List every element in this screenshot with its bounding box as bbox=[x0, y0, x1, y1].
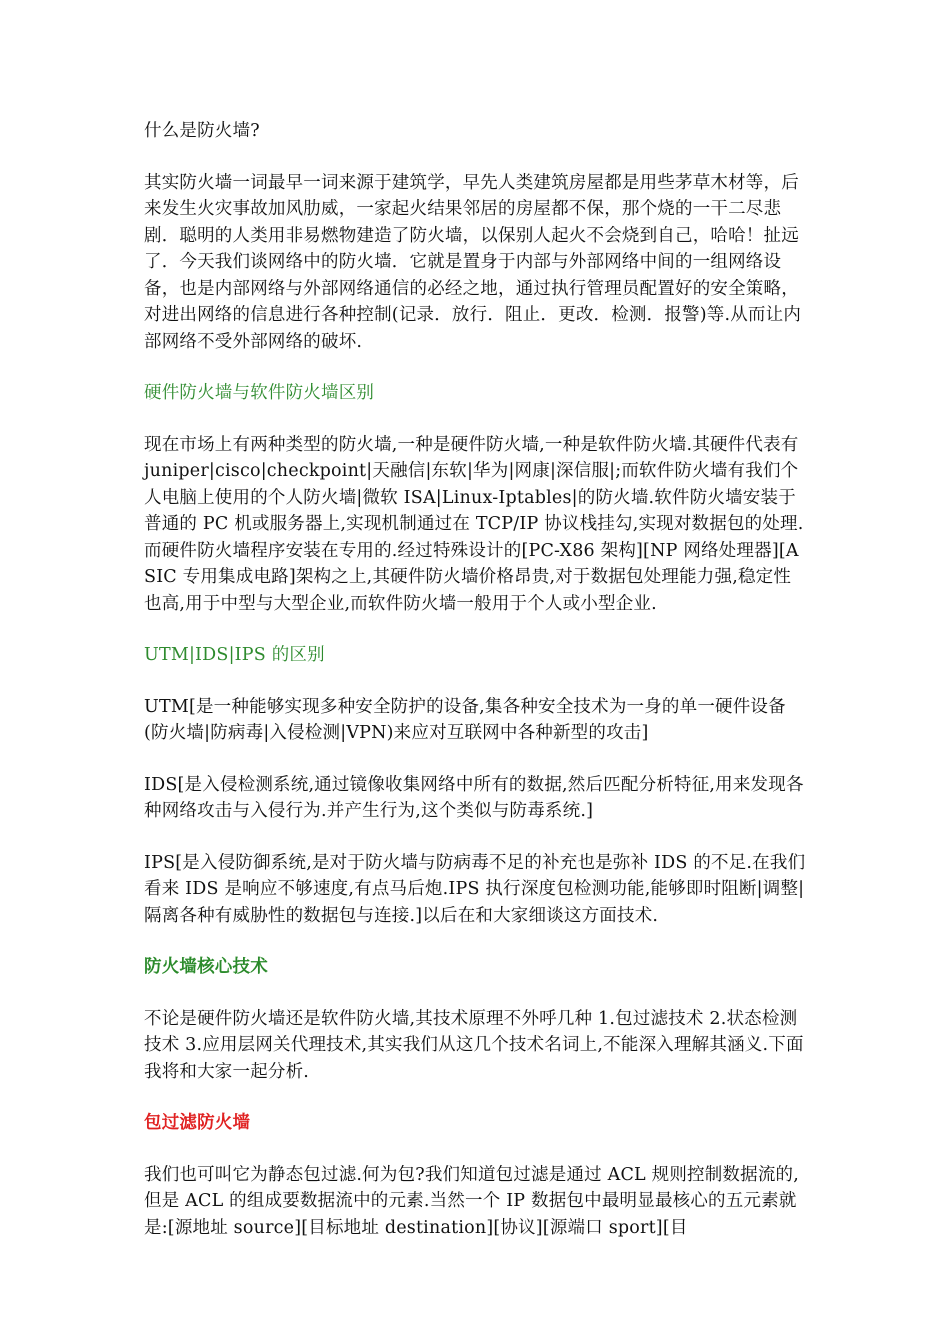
question-title: 什么是防火墙? bbox=[144, 121, 260, 141]
intro-paragraph: 其实防火墙一词最早一词来源于建筑学，早先人类建筑房屋都是用些茅草木材等，后来发生火灾事故加风肋威，一家起火结果邻居的房屋都不保，那个烧的一干二尽悲剧．聪明的人类用非易燃物建造了防火墙，以保别人起火不会烧到自己，哈哈！扯远了．今天我们谈网络中的防火墙．它就是置身于内部与外部网络中间的一组网络设备，也是内部网络与外部网络通信的必经之地，通过执行管理员配置好的安全策略，对进出网络的信息进行各种控制(记录．放行．阻止．更改．检测．报警)等.从而让内部网络不受外部网络的破坏. bbox=[144, 172, 802, 352]
ids-paragraph: IDS[是入侵检测系统,通过镜像收集网络中所有的数据,然后匹配分析特征,用来发现各种网络攻击与入侵行为.并产生行为,这个类似与防毒系统.] bbox=[144, 774, 804, 821]
section-heading-utm-ids-ips: UTM|IDS|IPS 的区别 bbox=[144, 645, 325, 665]
hw-sw-paragraph: 现在市场上有两种类型的防火墙,一种是硬件防火墙,一种是软件防火墙.其硬件代表有 juniper|cisco|checkpoint|天融信|东软|华为|网康|深信服|;而软件防火墙有我们个人电脑上使用的个人防火墙|微软 ISA|Linux-Iptables|的防火墙.软件防火墙安装于普通的 PC 机或服务器上,实现机制通过在 TCP/IP 协议栈挂勾,实现对数据包的处理.而硬件防火墙程序安装在专用的.经过特殊设计的[PC-X86 架构][NP 网络处理器][ASIC 专用集成电路]架构之上,其硬件防火墙价格昂贵,对于数据包处理能力强,稳定性也高,用于中型与大型企业,而软件防火墙一般用于个人或小型企业. bbox=[144, 434, 804, 614]
packet-filter-paragraph: 我们也可叫它为静态包过滤.何为包?我们知道包过滤是通过 ACL 规则控制数据流的,但是 ACL 的组成要数据流中的元素.当然一个 IP 数据包中最明显最核心的五元素就是:[源地址 source][目标地址 destination][协议][源端口 sport][目 bbox=[144, 1164, 799, 1238]
section-heading-core-tech: 防火墙核心技术 bbox=[144, 957, 268, 977]
core-tech-paragraph: 不论是硬件防火墙还是软件防火墙,其技术原理不外呼几种 1.包过滤技术 2.状态检测技术 3.应用层网关代理技术,其实我们从这几个技术名词上,不能深入理解其涵义.下面我将和大家一起分析. bbox=[144, 1008, 804, 1082]
section-heading-packet-filter: 包过滤防火墙 bbox=[144, 1113, 251, 1133]
document-body bbox=[144, 118, 808, 1241]
ips-paragraph: IPS[是入侵防御系统,是对于防火墙与防病毒不足的补充也是弥补 IDS 的不足.在我们看来 IDS 是响应不够速度,有点马后炮.IPS 执行深度包检测功能,能够即时阻断|调整|隔离各种有威胁性的数据包与连接.]以后在和大家细谈这方面技术. bbox=[144, 852, 806, 926]
section-heading-hw-sw: 硬件防火墙与软件防火墙区别 bbox=[144, 383, 375, 403]
utm-paragraph: UTM[是一种能够实现多种安全防护的设备,集各种安全技术为一身的单一硬件设备(防火墙|防病毒|入侵检测|VPN)来应对互联网中各种新型的攻击] bbox=[144, 696, 786, 743]
